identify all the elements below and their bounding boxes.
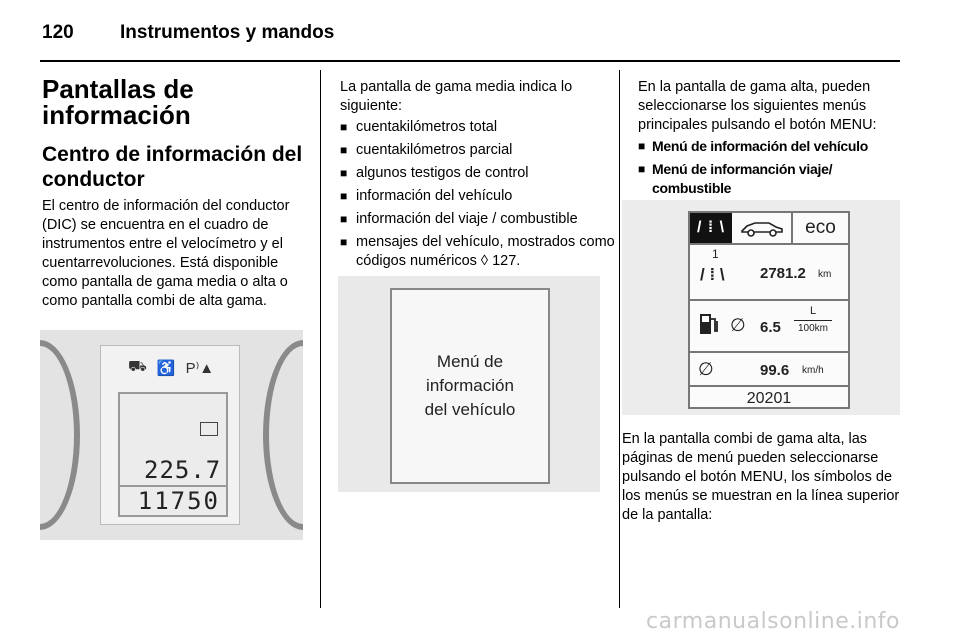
vehicle-info-menu-text: Menú de información del vehículo (424, 352, 516, 419)
cluster-warning-icons (128, 358, 214, 377)
bullet-square-icon: ■ (340, 212, 348, 226)
average-speed-icon: ∅ (698, 359, 714, 379)
fuel-unit-numerator: L (809, 305, 817, 317)
bullet-square-icon: ■ (340, 120, 348, 134)
high-level-intro: En la pantalla de gama alta, pueden seleccionarse los siguientes menús principales pulsando el botón MENU: (638, 79, 877, 133)
car-lock-icon: ⛟ (128, 358, 147, 375)
high-level-menu-list (638, 137, 906, 202)
list-item: ■ información del viaje / combustible (340, 211, 578, 227)
average-speed-value: 99.6 (760, 362, 790, 379)
car-icon (739, 219, 785, 237)
fuel-unit-divider (794, 320, 832, 321)
column-divider-2 (619, 70, 620, 608)
cluster-display (118, 392, 228, 517)
bullet-square-icon: ■ (340, 166, 348, 180)
trip-unit: km (818, 269, 832, 280)
mid-level-display-image (338, 276, 600, 492)
mid-level-screen (390, 288, 550, 484)
odometer-reading: 20201 (746, 390, 792, 407)
section-title: Instrumentos y mandos (120, 22, 335, 43)
header-divider (40, 60, 900, 62)
park-assist-icon: P⁾▲ (185, 359, 215, 377)
page-number: 120 (42, 22, 74, 43)
trip-tab-icon: / ⁞ \ (690, 213, 732, 243)
trip-row (690, 245, 848, 301)
speed-unit: km/h (802, 365, 824, 376)
watermark: carmanualsonline.info (646, 609, 900, 634)
heading-sub: Centro de información del conductor (42, 143, 303, 191)
list-item: ■ mensajes del vehículo, mostrados como códigos numéricos ◊ 127. (340, 234, 615, 269)
book-icon (200, 422, 218, 436)
list-item: ■ cuentakilómetros parcial (340, 142, 513, 158)
menu-tabs (690, 213, 848, 245)
list-item: ■ Menú de información del vehículo (638, 138, 868, 154)
mid-level-list (340, 118, 615, 275)
tachometer-arc (263, 340, 303, 530)
mid-level-intro: La pantalla de gama media indica lo siguiente: (340, 79, 573, 114)
page-header (42, 22, 334, 46)
list-item: ■ cuentakilómetros total (340, 119, 498, 135)
trip-value: 2781.2 (760, 265, 806, 282)
bullet-square-icon: ■ (340, 235, 348, 249)
column-divider-1 (320, 70, 321, 608)
trip-icon: / ⁞ \ (700, 265, 725, 284)
instrument-cluster-image (40, 330, 303, 540)
combi-display-description: En la pantalla combi de gama alta, las páginas de menú pueden seleccionarse pulsando el botón MENU, los símbolos de los menús se muestran en la línea superior de la pantalla: (622, 431, 900, 523)
eco-tab: eco (805, 217, 836, 238)
speed-row (690, 353, 848, 387)
bullet-square-icon: ■ (340, 143, 348, 157)
dic-description: El centro de información del conductor (DIC) se encuentra en el cuadro de instrumentos entre el velocímetro y el cuentarrevoluciones. Está disponible como pantalla de gama media o alta o como pantalla combi de alta gama. (42, 198, 290, 309)
fuel-row (690, 301, 848, 353)
airbag-icon: ♿ (156, 359, 176, 377)
bullet-square-icon: ■ (340, 189, 348, 203)
fuel-consumption-value: 6.5 (760, 319, 781, 336)
fuel-unit-denominator: 100km (797, 323, 828, 334)
bullet-square-icon: ■ (638, 162, 645, 176)
high-level-screen (688, 211, 850, 409)
heading-main: Pantallas de información (42, 74, 194, 130)
average-icon: ∅ (730, 315, 746, 335)
bullet-square-icon: ■ (638, 139, 645, 153)
list-item: ■ información del vehículo (340, 188, 513, 204)
trip-number: 1 (712, 247, 719, 261)
odometer-reading: 11750 (120, 485, 226, 515)
list-item: ■ Menú de informanción viaje/ combustible (638, 161, 833, 196)
fuel-pump-icon (698, 311, 720, 337)
list-item: ■ algunos testigos de control (340, 165, 529, 181)
high-level-display-image (622, 200, 900, 415)
vehicle-tab (732, 213, 793, 243)
speedometer-arc (40, 340, 80, 530)
trip-reading: 225.7 (144, 456, 222, 484)
